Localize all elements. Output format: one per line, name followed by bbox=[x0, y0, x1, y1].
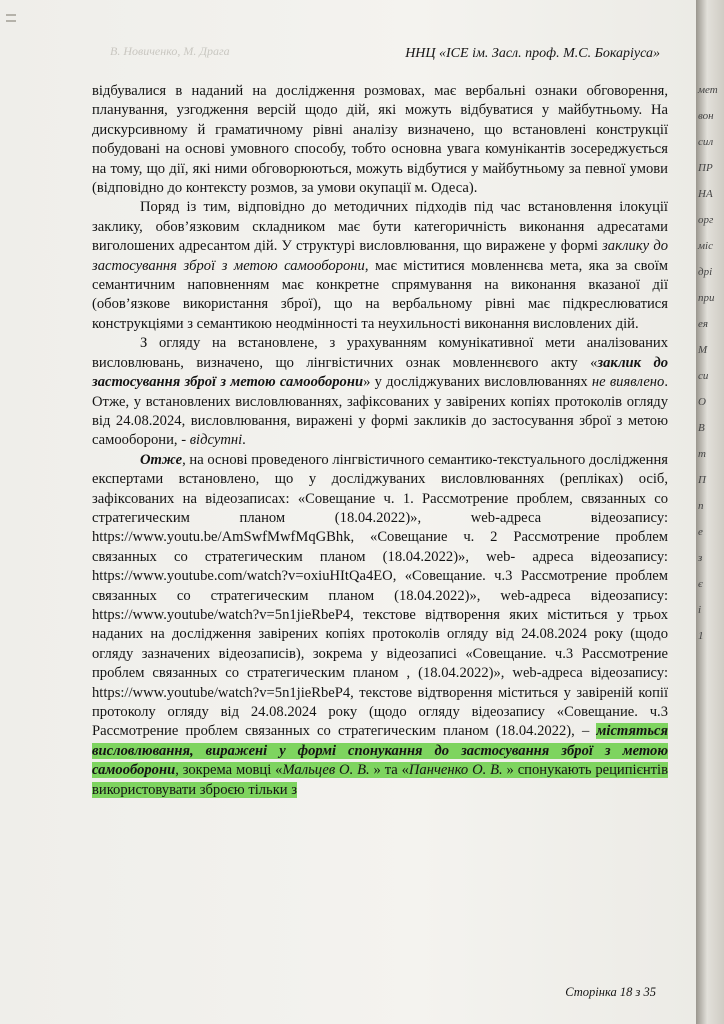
bold-italic-run: заклик до застосування зброї з метою самооборони bbox=[92, 354, 668, 391]
text-run: . Отже, у встановлених висловлюваннях, зафіксованих у завірених копіях протоколів огляду від 24.08.2024, висловлювання, виражені у формі закликів до застосування зброї з метою самооборони, - bbox=[92, 374, 668, 449]
speaker-name: Мальцев О. В. bbox=[282, 762, 370, 779]
edge-fragment: мет bbox=[698, 84, 718, 96]
italic-run: відсутні bbox=[189, 432, 243, 449]
page-header: ННЦ «ІСЕ ім. Засл. проф. М.С. Бокаріуса» bbox=[405, 46, 660, 61]
edge-fragment: М bbox=[698, 344, 708, 356]
edge-fragment: вон bbox=[698, 110, 714, 122]
page-number: Сторінка 18 з 35 bbox=[565, 985, 656, 999]
italic-run: не виявлено bbox=[591, 374, 665, 391]
edge-fragment: є bbox=[698, 578, 703, 590]
bold-italic-run: Отже bbox=[140, 451, 183, 468]
edge-fragment: міс bbox=[698, 240, 713, 252]
paragraph-2 bbox=[92, 198, 668, 334]
adjacent-page-edge bbox=[696, 0, 724, 1024]
body-text bbox=[92, 82, 668, 800]
italic-run: заклику до застосування зброї з метою самооборони bbox=[92, 238, 669, 274]
edge-fragment: п bbox=[698, 500, 704, 512]
edge-fragment: дрі bbox=[698, 266, 713, 278]
speaker-name: Панченко О. В. bbox=[408, 762, 503, 779]
text-run: , на основі проведеного лінгвістичного семантико-текстуального дослідження експертами встановлено, що у досліджуваних висловлюваннях (репліках) осіб, зафіксованих на відеозаписах: «Совещание ч. 1. Рассмотрение проблем, связанных со стратегическим планом (18.04.2022)», web-адреса відеозапису: https://www.youtu.be/AmSwfMwfMqGBhk, «Совещание ч. 2 Рассмотрение проблем связанных со стратегическим планом (18.04.2022)», web- адреса відеозапису: https://www.youtube.com/watch?v=oxiuHItQa4EO, «Совещание. ч.3 Рассмотрение проблем связанных со стратегическим планом (18.04.2022)», web-адреса відеозапису: https://www.youtube/watch?v=5n1jieRbeP4, текстове відтворення яких міститься у трьох наданих на дослідження завірених копіях протоколів огляду від 24.08.2024 року (щодо огляду зазначених відеозаписів), зокрема у відеозаписі «Совещание. ч.3 Рассмотрение проблем связанных со стратегическим планом , (18.04.2022)», web-адреса відеозапису: https://www.youtube/watch?v=5n1jieRbeP4, текстове відтворення міститься у завіреній копії протоколу огляду від 24.08.2024 року (щодо огляду відеозапису «Совещание. ч.3 Рассмотрение проблем связанных со стратегическим планом (18.04.2022), – bbox=[92, 451, 668, 740]
text-run: » у досліджуваних висловлюваннях bbox=[363, 374, 592, 391]
edge-fragment: 1 bbox=[698, 630, 704, 642]
highlighted-run: » та « bbox=[369, 762, 409, 779]
edge-fragment: сил bbox=[698, 136, 714, 148]
edge-fragment: з bbox=[698, 552, 703, 564]
scan-mark bbox=[6, 14, 16, 16]
edge-fragment: при bbox=[698, 292, 715, 304]
text-run: Поряд із тим, відповідно до методичних підходів під час встановлення ілокуції заклику, обов’язковим складником має бути категоричність виконання адресатами виголошених адресантом дій. У структурі висловлювання, що виражене у формі bbox=[92, 199, 668, 255]
edge-fragment: НА bbox=[698, 188, 713, 200]
scan-mark bbox=[6, 20, 16, 22]
highlighted-run: » спонукають реципієнтів використовувати зброєю тільки з bbox=[92, 762, 669, 798]
edge-fragment: П bbox=[698, 474, 706, 486]
text-run: . bbox=[242, 432, 246, 449]
edge-fragment: О bbox=[698, 396, 706, 408]
paragraph-3 bbox=[92, 334, 668, 450]
edge-fragment: е bbox=[698, 526, 703, 538]
highlighted-run: , зокрема мовці « bbox=[175, 762, 283, 779]
edge-fragment: і bbox=[698, 604, 702, 616]
paragraph-1: відбувалися в наданий на дослідження розмовах, має вербальні ознаки обговорення, планування, узгодження версій щодо дій, які можуть відбуватися у майбутньому. На дискурсивному й граматичному рівні аналізу визначено, що встановлені конструкції побудовані на основі умовного способу, тобто основна увага комунікантів зосереджується на тому, що дії, які ними обговорюються, можуть відбутися у майбутньому за певної умови (відповідно до контексту розмов, за умови окупації м. Одеса). bbox=[92, 83, 668, 197]
edge-fragment: орг bbox=[698, 214, 714, 226]
edge-fragment: ея bbox=[698, 318, 708, 330]
text-run: , має міститися мовленнєва мета, яка за своїм семантичним наповненням має конкретне спрямування на виконання вказаної дії (обов’язкове використання зброї), що на вербальному рівні має підкреслюватися конструкціями з семантикою неодмінності та неухильності виконання висловлених дій. bbox=[92, 257, 669, 332]
edge-fragment: ПР bbox=[698, 162, 713, 174]
faint-header-bleed: В. Новиченко, М. Драга bbox=[110, 44, 230, 58]
edge-fragment: В bbox=[698, 422, 705, 434]
edge-fragment: си bbox=[698, 370, 709, 382]
paragraph-4 bbox=[92, 451, 668, 800]
edge-fragment: т bbox=[698, 448, 706, 460]
text-run: З огляду на встановлене, з урахуванням комунікативної мети аналізованих висловлювань, визначено, що лінгвістичних ознак мовленнєвого акту « bbox=[92, 335, 668, 371]
highlighted-conclusion: містяться висловлювання, виражені у формі спонукання до застосування зброї з метою самооборони bbox=[92, 723, 668, 779]
